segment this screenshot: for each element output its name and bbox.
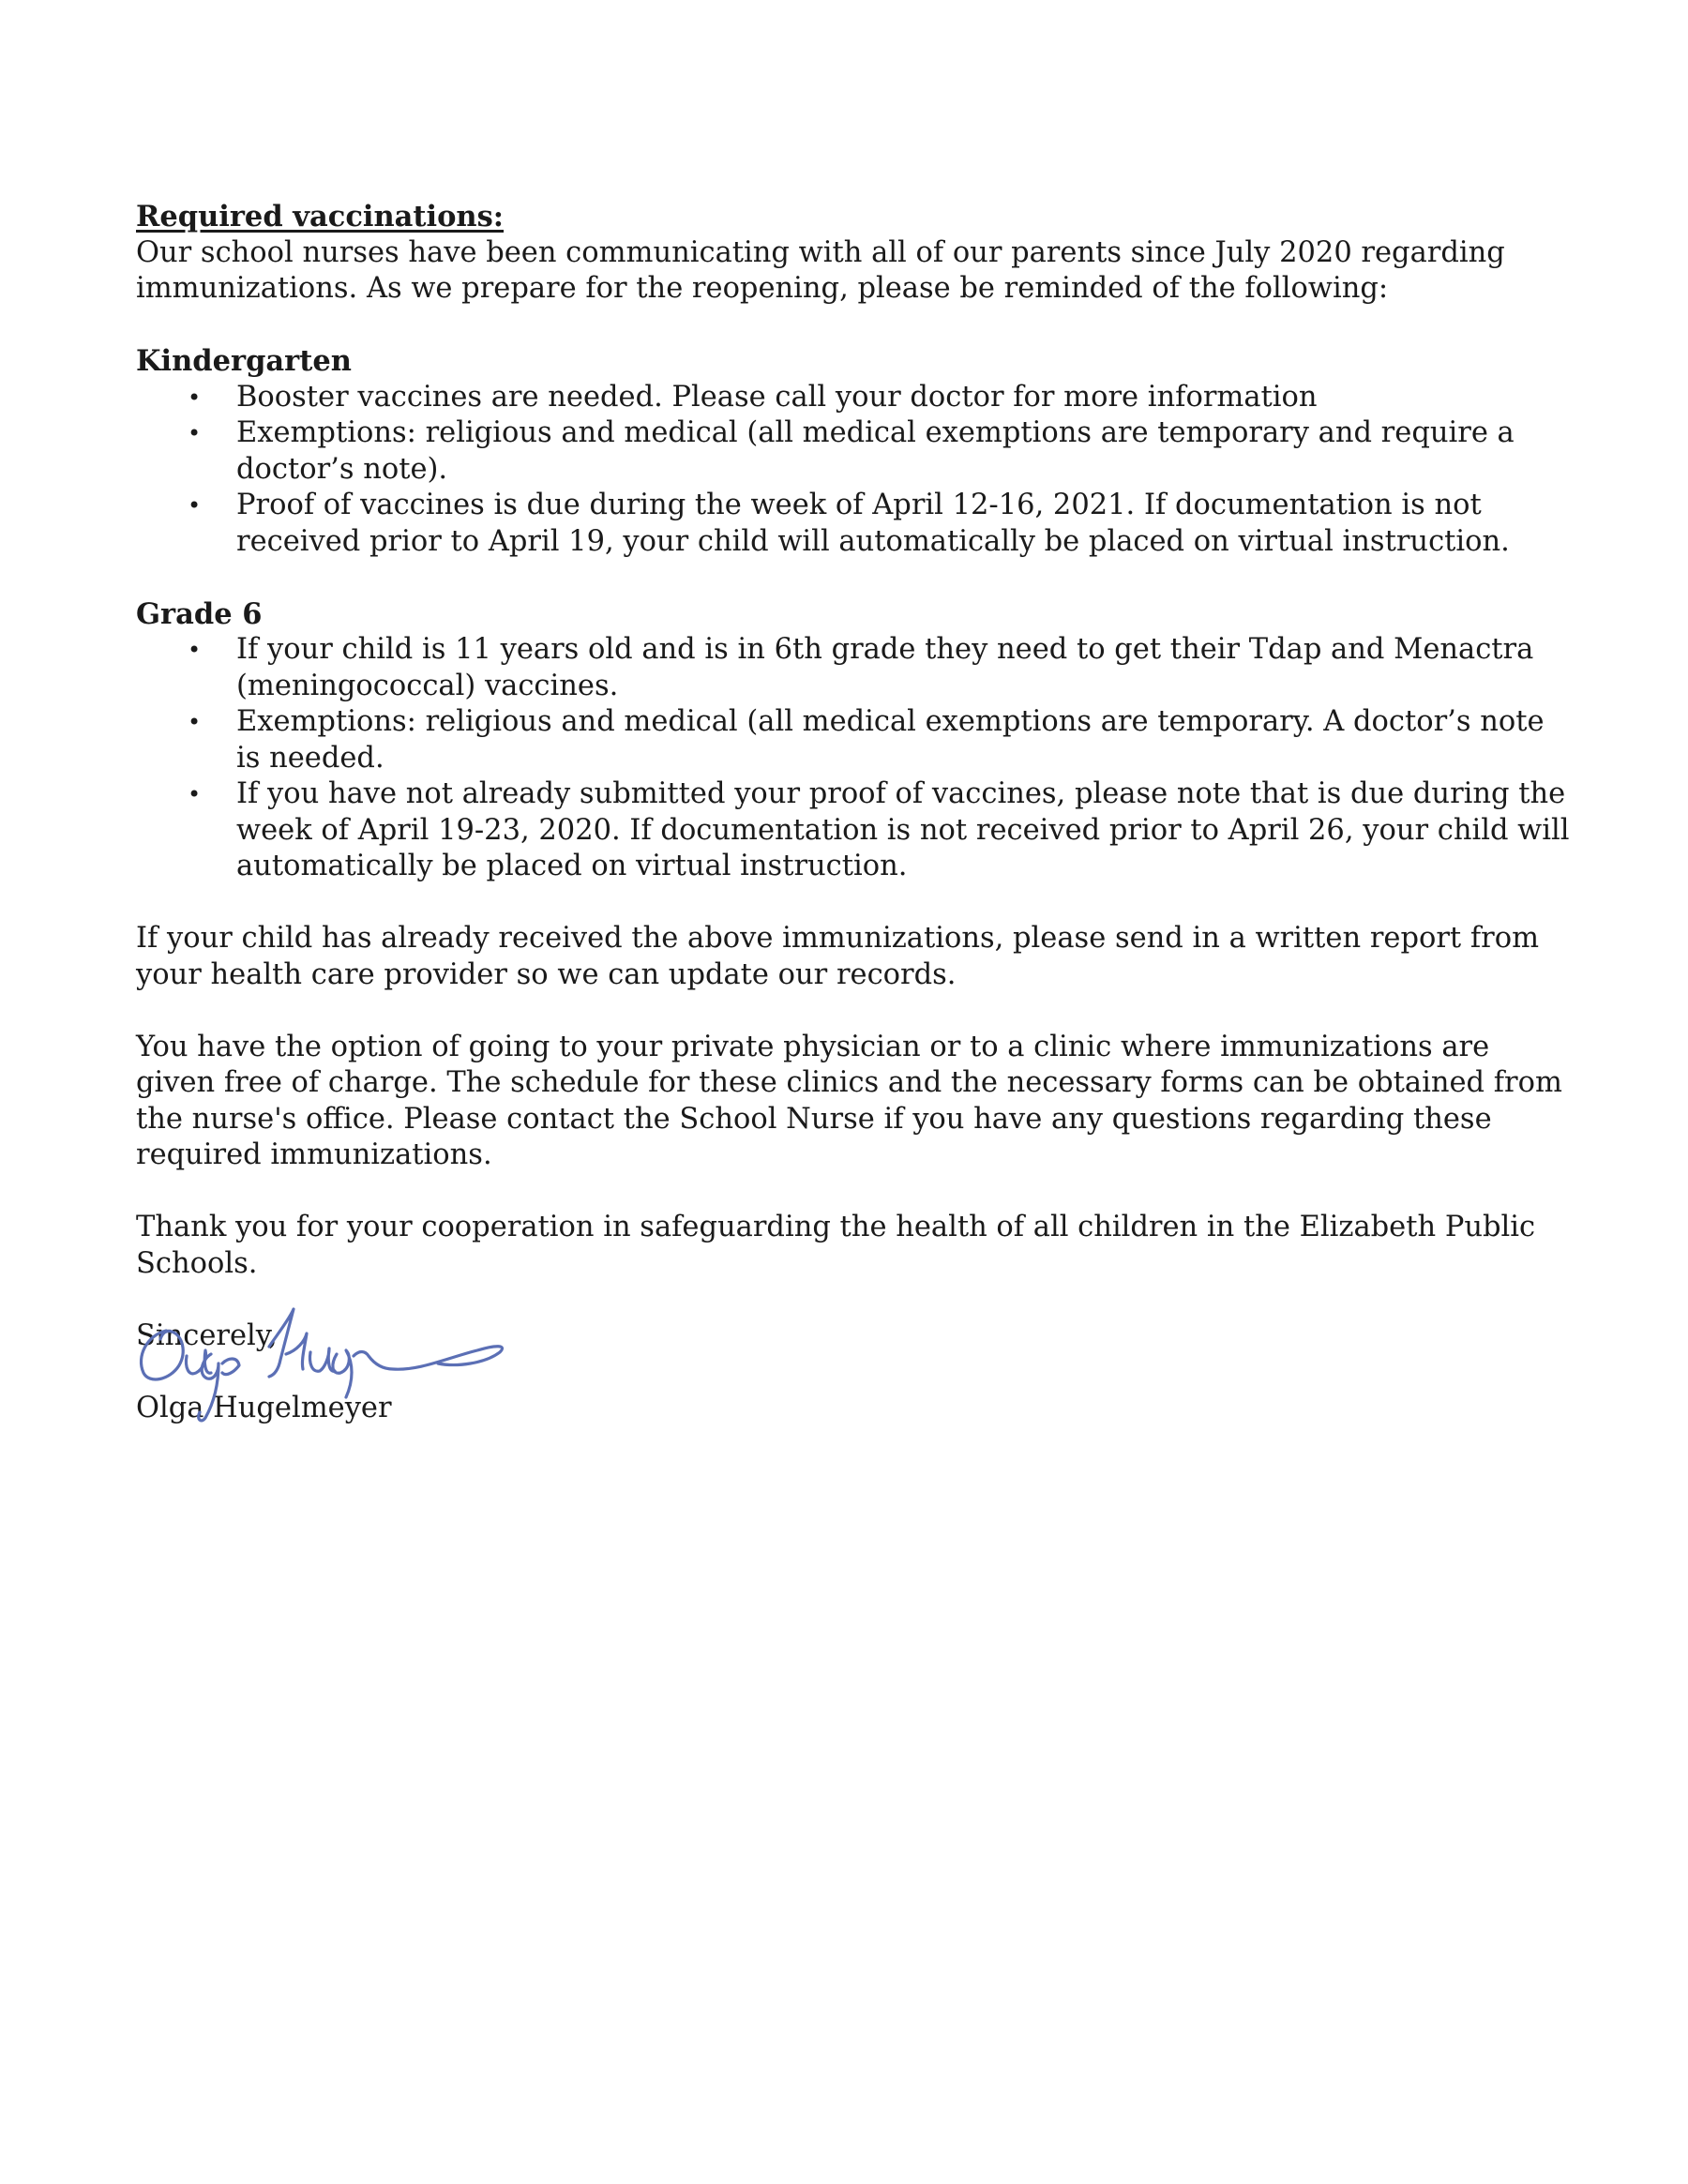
spacer bbox=[136, 1282, 1571, 1318]
list-item-text: If your child is 11 years old and is in 6th grade they need to get their Tdap and Menactra (meningococcal) vaccines. bbox=[236, 633, 1534, 702]
spacer bbox=[136, 1354, 1571, 1391]
signature-block bbox=[136, 1318, 1571, 1427]
records-paragraph: If your child has already received the above immunizations, please send in a written report from your health care provider so we can update our records. bbox=[136, 922, 1540, 991]
spacer bbox=[136, 1174, 1571, 1211]
closing-text: Sincerely, bbox=[136, 1318, 278, 1352]
list-item bbox=[136, 380, 1571, 416]
signer-name: Olga Hugelmeyer bbox=[136, 1391, 392, 1424]
bullet-icon: • bbox=[188, 709, 202, 735]
bullet-list bbox=[136, 380, 1571, 561]
intro-paragraph: Our school nurses have been communicating with all of our parents since July 2020 regarding immunizations. As we prepare for the reopening, please be reminded of the following: bbox=[136, 235, 1505, 305]
bullet-list bbox=[136, 632, 1571, 885]
spacer bbox=[136, 560, 1571, 596]
section-title: Kindergarten bbox=[136, 344, 352, 378]
list-item-text: Exemptions: religious and medical (all medical exemptions are temporary and require a doctor’s note). bbox=[236, 416, 1515, 486]
list-item bbox=[136, 488, 1571, 560]
bullet-icon: • bbox=[188, 420, 202, 446]
spacer bbox=[136, 308, 1571, 344]
list-item bbox=[136, 415, 1571, 488]
section-grade-6 bbox=[136, 596, 1571, 885]
letter-heading: Required vaccinations: bbox=[136, 200, 505, 233]
section-title: Grade 6 bbox=[136, 596, 263, 631]
list-item bbox=[136, 704, 1571, 776]
section-kindergarten bbox=[136, 343, 1571, 560]
list-item-text: Booster vaccines are needed. Please call your doctor for more information bbox=[236, 380, 1318, 414]
bullet-icon: • bbox=[188, 781, 202, 807]
list-item bbox=[136, 776, 1571, 885]
bullet-icon: • bbox=[188, 637, 202, 663]
list-item-text: Proof of vaccines is due during the week of April 12-16, 2021. If documentation is not received prior to April 19, your child will automatically be placed on virtual instruction. bbox=[236, 489, 1510, 558]
spacer bbox=[136, 885, 1571, 922]
options-paragraph: You have the option of going to your private physician or to a clinic where immunizations are given free of charge. The schedule for these clinics and the necessary forms can be obtained from the nurse's office. Please contact the School Nurse if you have any questions regarding these required immunizations. bbox=[136, 1030, 1562, 1171]
bullet-icon: • bbox=[188, 492, 202, 519]
letter-page bbox=[136, 199, 1571, 1426]
spacer bbox=[136, 993, 1571, 1030]
bullet-icon: • bbox=[188, 384, 202, 411]
list-item bbox=[136, 632, 1571, 704]
thanks-paragraph: Thank you for your cooperation in safeguarding the health of all children in the Elizabeth Public Schools. bbox=[136, 1211, 1536, 1280]
list-item-text: If you have not already submitted your proof of vaccines, please note that is due during the week of April 19-23, 2020. If documentation is not received prior to April 26, your child will automatically be placed on virtual instruction. bbox=[236, 777, 1570, 882]
list-item-text: Exemptions: religious and medical (all medical exemptions are temporary. A doctor’s note is needed. bbox=[236, 705, 1545, 775]
